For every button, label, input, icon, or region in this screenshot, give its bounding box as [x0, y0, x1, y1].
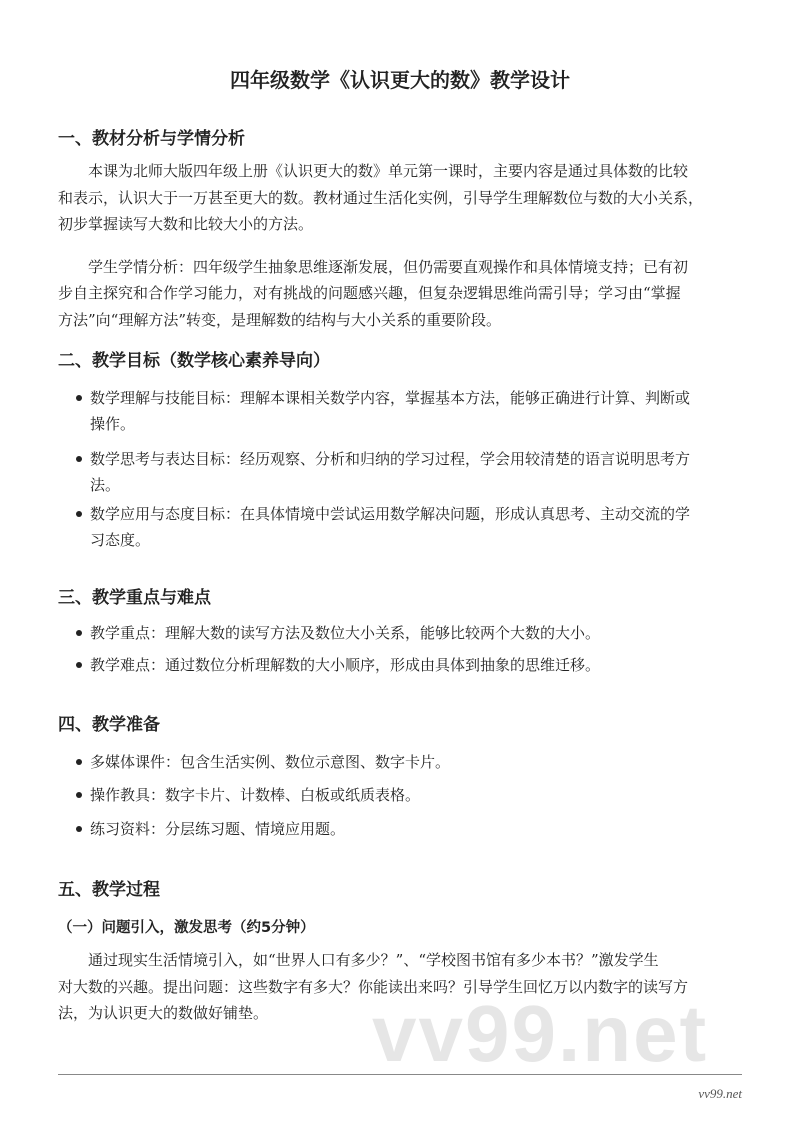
paragraph-line: 学生学情分析：四年级学生抽象思维逐渐发展，但仍需要直观操作和具体情境支持；已有初 — [88, 258, 689, 276]
bullet-line: 习态度。 — [90, 531, 151, 549]
bullet-line: 法。 — [90, 476, 121, 494]
bullet-line: 数学理解与技能目标：理解本课相关数学内容，掌握基本方法，能够正确进行计算、判断或 — [90, 389, 691, 407]
bullet-line: 数学思考与表达目标：经历观察、分析和归纳的学习过程，学会用较清楚的语言说明思考方 — [90, 450, 691, 468]
bullet-icon — [76, 511, 82, 517]
paragraph-line: 步自主探究和合作学习能力，对有挑战的问题感兴趣，但复杂逻辑思维尚需引导；学习由“掌握 — [58, 284, 681, 302]
paragraph-line: 法，为认识更大的数做好铺垫。 — [58, 1004, 269, 1022]
bullet-line: 操作教具：数字卡片、计数棒、白板或纸质表格。 — [90, 786, 421, 804]
bullet-line: 多媒体课件：包含生活实例、数位示意图、数字卡片。 — [90, 753, 451, 771]
bullet-icon — [76, 759, 82, 765]
paragraph-line: 和表示，认识大于一万甚至更大的数。教材通过生活化实例，引导学生理解数位与数的大小关系， — [58, 189, 704, 207]
paragraph-line: 初步掌握读写大数和比较大小的方法。 — [58, 215, 314, 233]
paragraph-line: 通过现实生活情境引入，如“世界人口有多少？”、“学校图书馆有多少本书？”激发学生 — [88, 951, 659, 969]
section-heading: 五、教学过程 — [58, 880, 160, 900]
section-heading: 一、教材分析与学情分析 — [58, 129, 245, 149]
bullet-icon — [76, 456, 82, 462]
paragraph-line: 本课为北师大版四年级上册《认识更大的数》单元第一课时，主要内容是通过具体数的比较 — [88, 162, 689, 180]
section-heading: 三、教学重点与难点 — [58, 588, 211, 608]
bullet-icon — [76, 395, 82, 401]
paragraph-line: 对大数的兴趣。提出问题：这些数字有多大？你能读出来吗？引导学生回忆万以内数字的读写方 — [58, 978, 689, 996]
bullet-line: 练习资料：分层练习题、情境应用题。 — [90, 820, 346, 838]
section-heading: 二、教学目标（数学核心素养导向） — [58, 351, 330, 371]
watermark: vv99.net — [372, 989, 709, 1078]
bullet-icon — [76, 826, 82, 832]
bullet-line: 操作。 — [90, 415, 136, 433]
document-title: 四年级数学《认识更大的数》教学设计 — [230, 68, 570, 92]
bullet-line: 教学重点：理解大数的读写方法及数位大小关系，能够比较两个大数的大小。 — [90, 624, 601, 642]
section-heading: 四、教学准备 — [58, 715, 160, 735]
bullet-icon — [76, 630, 82, 636]
bullet-line: 数学应用与态度目标：在具体情境中尝试运用数学解决问题，形成认真思考、主动交流的学 — [90, 505, 691, 523]
bullet-line: 教学难点：通过数位分析理解数的大小顺序，形成由具体到抽象的思维迁移。 — [90, 656, 601, 674]
subsection-heading: （一）问题引入，激发思考（约5分钟） — [58, 920, 315, 936]
footer-text: vv99.net — [698, 1086, 742, 1101]
paragraph-line: 方法”向“理解方法”转变，是理解数的结构与大小关系的重要阶段。 — [58, 311, 502, 329]
bullet-icon — [76, 662, 82, 668]
bullet-icon — [76, 792, 82, 798]
footer-divider — [58, 1074, 742, 1075]
